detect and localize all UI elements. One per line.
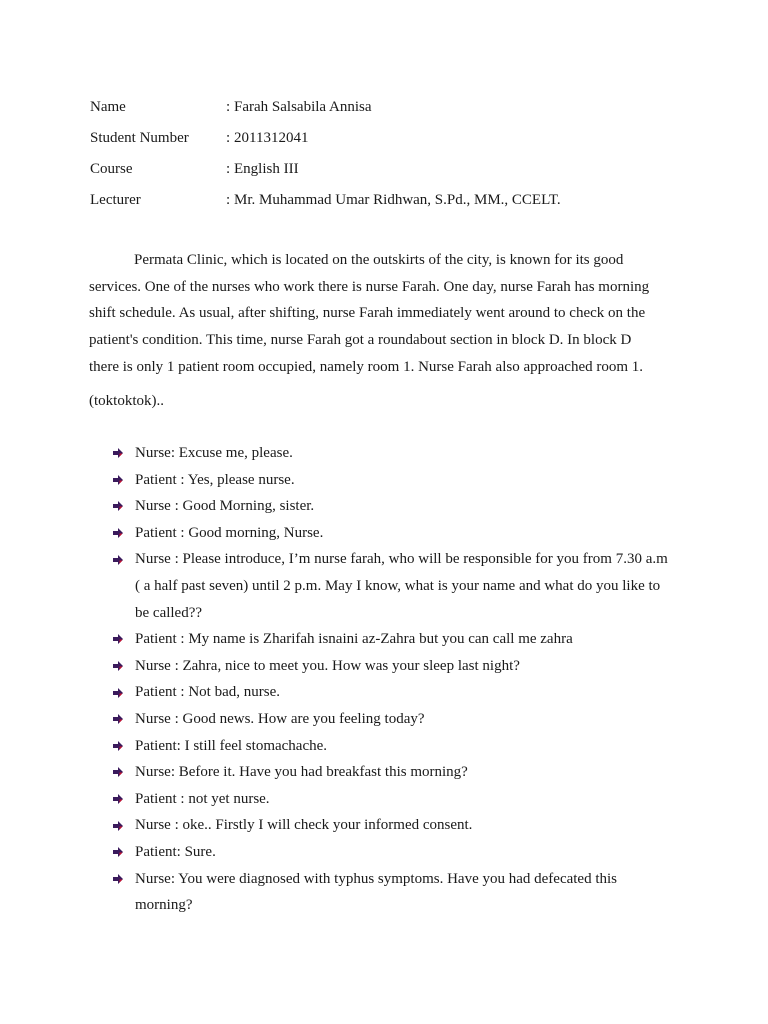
dialogue-line [112,759,672,786]
header-label: Name [90,99,126,115]
arrow-bullet-icon [112,520,135,547]
dialogue-text: Nurse : Please introduce, I’m nurse farah, who will be responsible for you from 7.30 a.m ( a half past seven) until 2 p.m. May I know, what is your name and what do you like to be called?? [135,551,668,621]
header-row-student-number [90,123,690,154]
dialogue-text: Nurse : Good news. How are you feeling today? [135,710,425,727]
dialogue-line [112,866,672,919]
header-value: English III [234,161,299,177]
arrow-bullet-icon [112,467,135,494]
arrow-bullet-icon [112,679,135,706]
header-colon: : [226,161,231,177]
header-row-lecturer [90,185,690,216]
student-info-header [90,92,690,216]
dialogue-line [112,467,672,494]
dialogue-text: Patient : Not bad, nurse. [135,684,280,701]
header-value: Mr. Muhammad Umar Ridhwan, S.Pd., MM., CCELT. [234,192,561,208]
arrow-bullet-icon [112,786,135,813]
knock-sound-text: (toktoktok).. [89,393,164,409]
dialogue-line [112,626,672,653]
dialogue-line [112,706,672,733]
header-value: 2011312041 [234,130,309,146]
dialogue-line [112,520,672,547]
arrow-bullet-icon [112,866,135,893]
dialogue-line [112,786,672,813]
arrow-bullet-icon [112,759,135,786]
dialogue-text: Nurse : oke.. Firstly I will check your informed consent. [135,817,473,834]
header-row-course [90,154,690,185]
dialogue-line [112,653,672,680]
dialogue-line [112,440,672,467]
arrow-bullet-icon [112,706,135,733]
header-colon: : [226,192,231,208]
arrow-bullet-icon [112,440,135,467]
arrow-bullet-icon [112,733,135,760]
arrow-bullet-icon [112,812,135,839]
header-label: Student Number [90,130,189,146]
dialogue-text: Nurse: Excuse me, please. [135,445,293,461]
dialogue-text: Patient : not yet nurse. [135,790,270,807]
dialogue-line [112,679,672,706]
dialogue-line [112,493,672,520]
dialogue-line [112,546,672,626]
dialogue-text: Patient: I still feel stomachache. [135,737,328,754]
dialogue-line [112,812,672,839]
arrow-bullet-icon [112,493,135,520]
header-label: Lecturer [90,192,141,208]
dialogue-text: Patient : Good morning, Nurse. [135,524,324,541]
header-label: Course [90,161,133,177]
header-row-name [90,92,690,123]
arrow-bullet-icon [112,839,135,866]
dialogue-text: Patient : Yes, please nurse. [135,471,295,488]
header-value: Farah Salsabila Annisa [234,99,372,115]
dialogue-text: Nurse : Good Morning, sister. [135,498,315,515]
arrow-bullet-icon [112,626,135,653]
dialogue-line [112,839,672,866]
arrow-bullet-icon [112,546,135,573]
dialogue-text: Nurse : Zahra, nice to meet you. How was your sleep last night? [135,657,520,674]
intro-paragraph: Permata Clinic, which is located on the outskirts of the city, is known for its good services. One of the nurses who work there is nurse Farah. One day, nurse Farah has morning shift schedule. As usual, after shifting, nurse Farah immediately went around to check on the patient's condition. This time, nurse Farah got a roundabout section in block D. In block D there is only 1 patient room occupied, namely room 1. Nurse Farah also approached room 1. [89,252,650,375]
dialogue-list [112,440,672,919]
dialogue-text: Patient: Sure. [135,843,216,860]
dialogue-line [112,733,672,760]
dialogue-text: Nurse: Before it. Have you had breakfast this morning? [135,764,468,781]
arrow-bullet-icon [112,653,135,680]
dialogue-text: Patient : My name is Zharifah isnaini az-Zahra but you can call me zahra [135,631,573,648]
header-colon: : [226,130,231,146]
header-colon: : [226,99,231,115]
dialogue-text: Nurse: You were diagnosed with typhus symptoms. Have you had defecated this morning? [135,870,618,914]
